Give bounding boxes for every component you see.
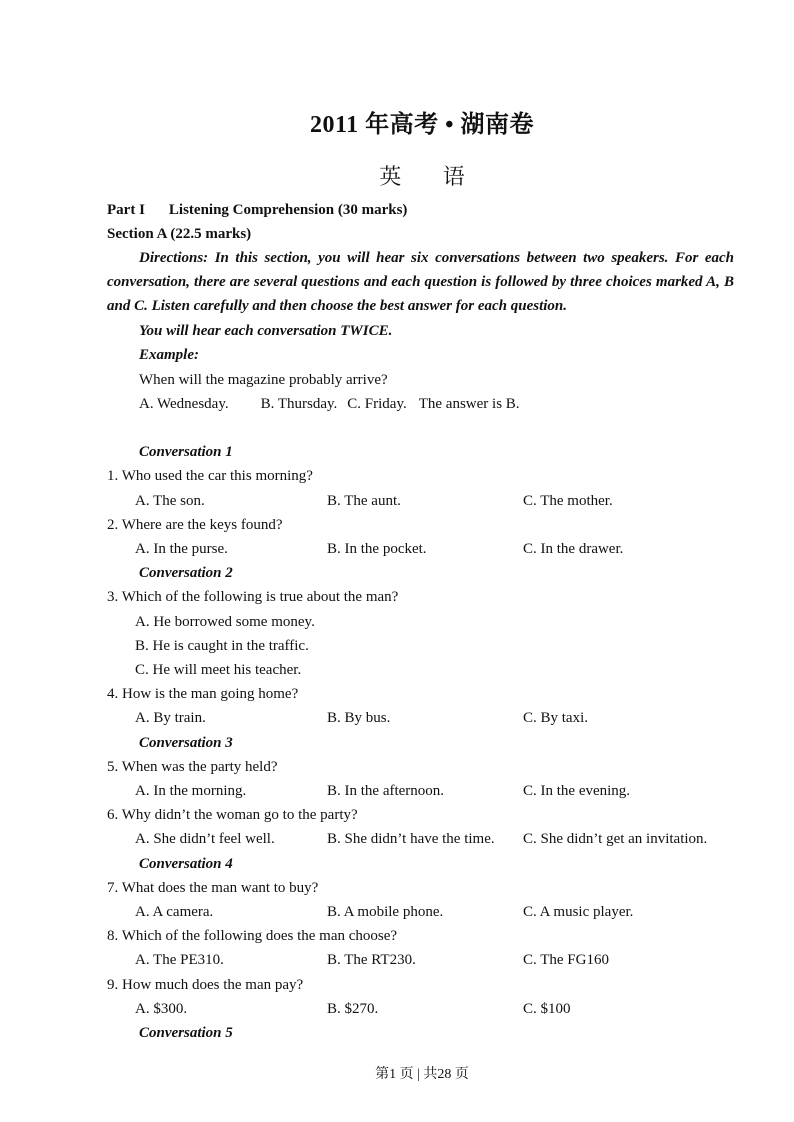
subject-char-2: 语 [442, 164, 465, 189]
option-a: A. $300. [135, 1001, 188, 1017]
option-c: C. The FG160 [523, 952, 609, 968]
conversation-label: Conversation 3 [139, 735, 233, 751]
option-a: A. He borrowed some money. [135, 614, 315, 630]
section-heading: Section A (22.5 marks) [107, 226, 252, 242]
question: 6. Why didn’t the woman go to the party? [107, 807, 358, 823]
option-a: A. In the purse. [135, 541, 228, 557]
example-question: When will the magazine probably arrive? [139, 372, 388, 388]
question: 2. Where are the keys found? [107, 517, 283, 533]
example-option-b: B. Thursday. [260, 396, 338, 412]
question: 7. What does the man want to buy? [107, 880, 319, 896]
example-label: Example: [139, 347, 199, 363]
option-b: B. $270. [327, 1001, 379, 1017]
conversation-label: Conversation 1 [139, 444, 233, 460]
question: 4. How is the man going home? [107, 686, 299, 702]
subject-heading [0, 160, 794, 191]
option-a: A. In the morning. [135, 783, 247, 799]
option-b: B. The aunt. [327, 493, 401, 509]
option-b: B. By bus. [327, 710, 391, 726]
option-c: C. By taxi. [523, 710, 589, 726]
question: 3. Which of the following is true about the man? [107, 589, 399, 605]
option-a: A. By train. [135, 710, 206, 726]
option-c: C. $100 [523, 1001, 571, 1017]
option-a: A. The son. [135, 493, 205, 509]
subject-char-1: 英 [379, 164, 402, 189]
option-a: A. The PE310. [135, 952, 224, 968]
example-options [139, 395, 520, 413]
option-c: C. In the evening. [523, 783, 631, 799]
question: 9. How much does the man pay? [107, 977, 304, 993]
option-a: A. She didn’t feel well. [135, 831, 275, 847]
option-c: C. She didn’t get an invitation. [523, 831, 708, 847]
option-b: B. A mobile phone. [327, 904, 444, 920]
part-name: Listening Comprehension (30 marks) [168, 202, 408, 218]
question: 1. Who used the car this morning? [107, 468, 313, 484]
option-c: C. The mother. [523, 493, 613, 509]
option-c: C. A music player. [523, 904, 634, 920]
example-option-c: C. Friday. [347, 396, 407, 412]
option-b: B. He is caught in the traffic. [135, 638, 309, 654]
example-answer: The answer is B. [418, 396, 520, 412]
option-b: B. She didn’t have the time. [327, 831, 495, 847]
twice-note: You will hear each conversation TWICE. [139, 323, 393, 339]
option-a: A. A camera. [135, 904, 214, 920]
part-label: Part I [107, 202, 145, 218]
conversation-label: Conversation 5 [139, 1025, 233, 1041]
example-option-a: A. Wednesday. [139, 396, 229, 412]
option-b: B. The RT230. [327, 952, 416, 968]
page-footer: 第1 页 | 共28 页 [375, 1067, 469, 1082]
option-b: B. In the afternoon. [327, 783, 445, 799]
part-heading [107, 201, 407, 219]
conversation-label: Conversation 2 [139, 565, 233, 581]
question: 5. When was the party held? [107, 759, 278, 775]
option-c: C. In the drawer. [523, 541, 624, 557]
question: 8. Which of the following does the man choose? [107, 928, 398, 944]
directions-text: Directions: In this section, you will hear six conversations between two speakers. For each conversation, there are several questions and each question is followed by three choices marked A, B and C. Listen carefully and then choose the best answer for each question. [107, 250, 734, 314]
option-c: C. He will meet his teacher. [135, 662, 302, 678]
document-title: 2011 年高考 • 湖南卷 [309, 112, 535, 138]
conversation-label: Conversation 4 [139, 856, 233, 872]
option-b: B. In the pocket. [327, 541, 427, 557]
